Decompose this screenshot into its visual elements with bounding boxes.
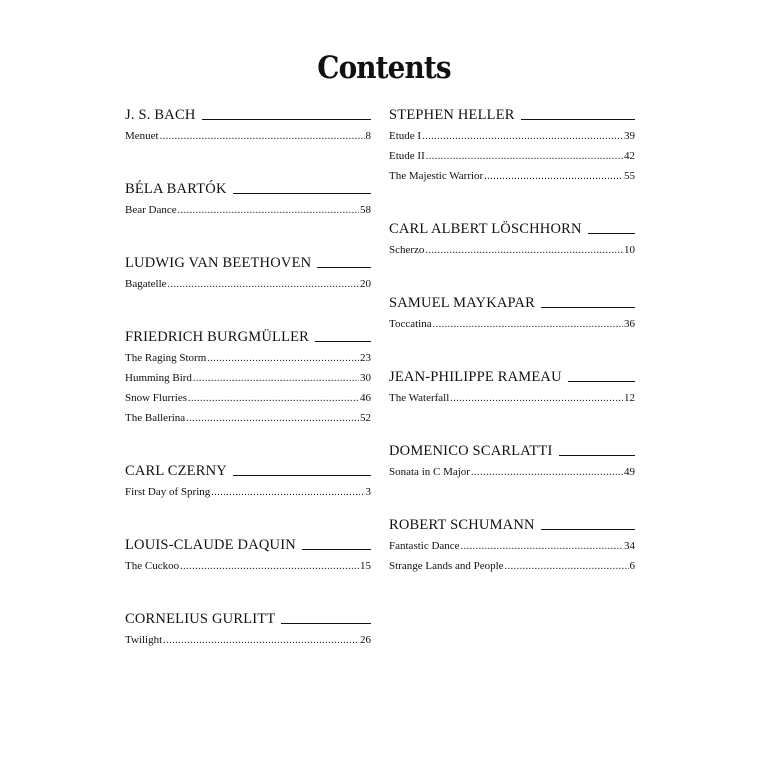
dot-leader [188,393,359,404]
piece-title: Humming Bird [125,372,192,384]
page-number: 55 [624,170,635,182]
page-number: 3 [365,486,371,498]
heading-rule [521,119,635,120]
heading-rule [233,475,371,476]
piece-title: Fantastic Dance [389,540,460,552]
piece-list [389,466,635,486]
contents-entry [389,540,635,560]
piece-list [125,130,371,150]
piece-title: The Waterfall [389,392,450,404]
dot-leader [211,487,364,498]
composer-heading [389,436,635,460]
page-title: Contents [317,50,451,86]
composer-section [389,510,635,580]
piece-list [125,278,371,298]
dot-leader [186,413,359,424]
dot-leader [193,373,359,384]
contents-entry [389,170,635,190]
contents-entry [125,412,371,432]
composer-section [125,100,371,150]
dot-leader [450,393,623,404]
page-number: 8 [365,130,371,142]
composer-heading [389,214,635,238]
composer-name: JEAN-PHILIPPE RAMEAU [389,369,562,385]
composer-name: BÉLA BARTÓK [125,181,227,197]
page-number: 49 [624,466,635,478]
page-number: 6 [629,560,635,572]
composer-heading [389,288,635,312]
composer-section [125,248,371,298]
page-number: 58 [360,204,371,216]
page-number: 23 [360,352,371,364]
contents-entry [389,130,635,150]
piece-title: Toccatina [389,318,432,330]
piece-title: The Majestic Warrior [389,170,484,182]
page-number: 52 [360,412,371,424]
contents-entry [389,392,635,412]
piece-title: The Cuckoo [125,560,180,572]
contents-entry [125,560,371,580]
heading-rule [233,193,371,194]
contents-entry [389,244,635,264]
dot-leader [471,467,623,478]
contents-entry [125,130,371,150]
composer-section [389,214,635,264]
composer-section [389,288,635,338]
composer-section [125,322,371,432]
contents-entry [389,318,635,338]
composer-heading [125,322,371,346]
dot-leader [180,561,359,572]
dot-leader [422,131,623,142]
heading-rule [559,455,635,456]
piece-title: Bagatelle [125,278,167,290]
composer-name: CORNELIUS GURLITT [125,611,276,627]
composer-name: LOUIS-CLAUDE DAQUIN [125,537,296,553]
piece-list [389,318,635,338]
contents-entry [125,392,371,412]
dot-leader [178,205,359,216]
composer-heading [125,604,371,628]
page-number: 30 [360,372,371,384]
piece-title: Scherzo [389,244,425,256]
dot-leader [425,245,623,256]
composer-heading [125,530,371,554]
dot-leader [168,279,359,290]
composer-name: STEPHEN HELLER [389,107,515,123]
page-number: 20 [360,278,371,290]
piece-title: Strange Lands and People [389,560,504,572]
heading-rule [568,381,635,382]
heading-rule [541,307,635,308]
page-number: 34 [624,540,635,552]
composer-name: FRIEDRICH BURGMÜLLER [125,329,310,345]
composer-section [125,530,371,580]
composer-name: CARL ALBERT LÖSCHHORN [389,221,582,237]
page-number: 26 [360,634,371,646]
dot-leader [484,171,623,182]
piece-list [125,634,371,654]
composer-section [389,436,635,486]
contents-entry [389,466,635,486]
composer-section [125,604,371,654]
page-number: 12 [624,392,635,404]
composer-heading [125,174,371,198]
piece-title: Etude I [389,130,422,142]
piece-title: Etude II [389,150,425,162]
contents-column-left [125,100,371,678]
piece-list [389,540,635,580]
composer-section [389,100,635,190]
piece-title: The Raging Storm [125,352,207,364]
dot-leader [433,319,623,330]
composer-section [125,174,371,224]
piece-list [125,352,371,432]
composer-name: ROBERT SCHUMANN [389,517,535,533]
composer-heading [125,456,371,480]
piece-title: Snow Flurries [125,392,188,404]
heading-rule [588,233,635,234]
piece-title: Menuet [125,130,159,142]
piece-title: Bear Dance [125,204,177,216]
piece-list [389,130,635,190]
piece-list [125,560,371,580]
piece-list [125,486,371,506]
dot-leader [426,151,623,162]
contents-entry [125,204,371,224]
dot-leader [207,353,359,364]
contents-entry [125,278,371,298]
dot-leader [163,635,359,646]
contents-column-right [389,100,635,604]
heading-rule [315,341,371,342]
dot-leader [505,561,629,572]
page-number: 15 [360,560,371,572]
heading-rule [302,549,371,550]
piece-title: First Day of Spring [125,486,211,498]
composer-name: DOMENICO SCARLATTI [389,443,553,459]
composer-heading [125,248,371,272]
heading-rule [317,267,371,268]
dot-leader [461,541,623,552]
page-number: 10 [624,244,635,256]
heading-rule [281,623,371,624]
piece-title: The Ballerina [125,412,186,424]
piece-title: Twilight [125,634,163,646]
composer-heading [125,100,371,124]
piece-list [389,392,635,412]
page-number: 46 [360,392,371,404]
contents-entry [389,150,635,170]
heading-rule [202,119,372,120]
page-number: 39 [624,130,635,142]
composer-heading [389,362,635,386]
contents-entry [389,560,635,580]
dot-leader [160,131,365,142]
page-number: 36 [624,318,635,330]
composer-heading [389,100,635,124]
contents-entry [125,486,371,506]
composer-name: CARL CZERNY [125,463,227,479]
piece-list [125,204,371,224]
composer-heading [389,510,635,534]
piece-title: Sonata in C Major [389,466,470,478]
contents-entry [125,372,371,392]
composer-name: SAMUEL MAYKAPAR [389,295,536,311]
composer-name: J. S. BACH [125,107,196,123]
page-number: 42 [624,150,635,162]
contents-entry [125,634,371,654]
composer-section [389,362,635,412]
composer-section [125,456,371,506]
composer-name: LUDWIG VAN BEETHOVEN [125,255,312,271]
contents-entry [125,352,371,372]
heading-rule [541,529,635,530]
piece-list [389,244,635,264]
